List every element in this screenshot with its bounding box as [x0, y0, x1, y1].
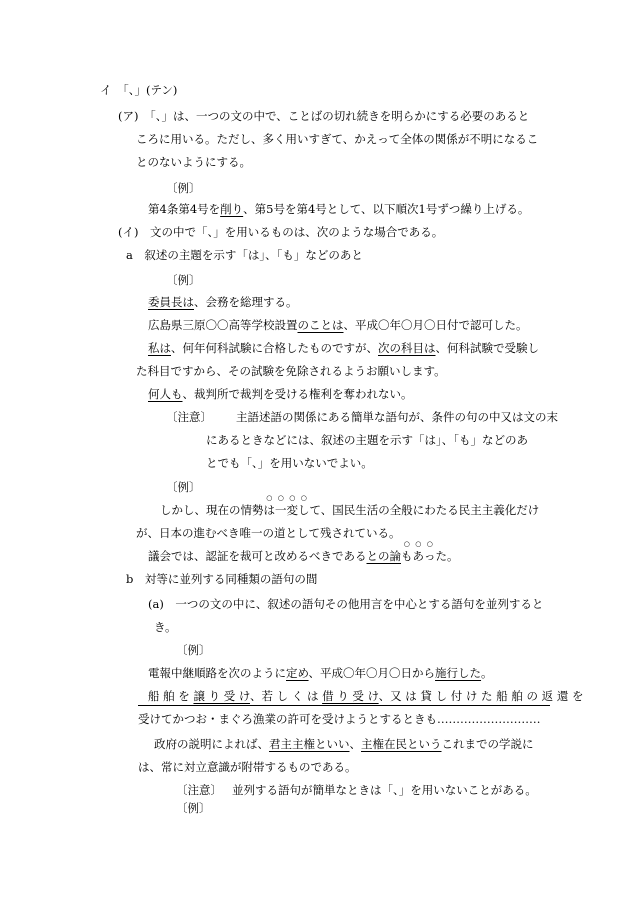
note-label: 〔注意〕 — [166, 410, 212, 424]
underlined-phrase: との論 — [366, 549, 401, 563]
example-sentence — [148, 688, 584, 704]
emphasis-char: ○ 一 — [275, 503, 287, 517]
text-run: これまでの学説に — [441, 737, 534, 751]
note-text: 並列する語句が簡単なときは「、」を用いないことがある。 — [232, 783, 537, 797]
example-sentence — [148, 317, 528, 333]
note-label: 〔注意〕 — [176, 783, 222, 797]
underlined-phrase: 定め — [286, 666, 309, 680]
text-run: 議会では、認証を裁可と改めるべきである — [148, 549, 367, 563]
text-run: 、若 し く は — [249, 689, 323, 703]
item-a-line-2: ころに用いる。ただし、多く用いすぎて、かえって全体の関係が不明になるこ — [136, 132, 539, 146]
emphasis-char: ○ っ — [424, 549, 436, 563]
text-run: 、第5号を第4号として、以下順次1号ずつ繰り上げる。 — [243, 202, 530, 216]
emphasis-char: ○ あ — [413, 549, 425, 563]
note-line-3: とでも「、」を用いないでよい。 — [206, 456, 373, 470]
text-run: しかし、現在の情勢 — [160, 503, 264, 517]
underlined-phrase: 主権在民という — [361, 737, 442, 751]
underlined-phrase: 私は — [148, 341, 171, 355]
text-run: て、国民生活の全般にわたる民主主義化だけ — [309, 503, 540, 517]
text-run: 、平成〇年〇月〇日付で認可した。 — [343, 318, 528, 332]
example-sentence — [148, 665, 493, 681]
emphasis-char: ○ も — [401, 549, 413, 563]
underlined-phrase: 借 り 受 け — [322, 689, 379, 703]
text-run: 。 — [481, 666, 493, 680]
underline-rule — [138, 705, 550, 706]
underlined-phrase: 施行した — [435, 666, 482, 680]
subsection-a-heading: a 叙述の主題を示す「は」、「も」などのあと — [126, 248, 363, 262]
text-run: 、何年何科試験に合格したものですが、 — [171, 341, 378, 355]
text-run: 、又 は 貸 し 付 け た 船 舶 の 返 還 を — [378, 689, 584, 703]
item-i-line: (イ) 文の中で「、」を用いるものは、次のような場合である。 — [118, 225, 444, 239]
example-sentence — [148, 340, 539, 356]
example-label: 〔例〕 — [176, 801, 211, 815]
text-run: 、会務を総理する。 — [194, 295, 298, 309]
example-sentence — [154, 736, 534, 752]
example-sentence — [148, 548, 459, 564]
emphasis-char: ○ し — [298, 503, 310, 517]
text-run: 、 — [349, 737, 361, 751]
sub-item-a-line-2: き。 — [154, 620, 177, 634]
note-line-2: にあるときなどには、叙述の主題を示す「は」、「も」などのあ — [206, 433, 528, 447]
subsection-b-heading: b 対等に並列する同種類の語句の間 — [126, 572, 318, 586]
emphasis-char: ○ は — [264, 503, 276, 517]
sub-item-a-line-1: (a) 一つの文の中に、叙述の語句その他用言を中心とする語句を並列すると — [148, 597, 544, 611]
example-label: 〔例〕 — [176, 643, 211, 657]
text-run: 、平成〇年〇月〇日から — [308, 666, 436, 680]
note-line-1: 主語述語の関係にある簡単な語句が、条件の句の中又は文の末 — [236, 410, 558, 424]
emphasis-char: ○ 変 — [287, 503, 299, 517]
underlined-phrase: のことは — [297, 318, 344, 332]
text-run: 、裁判所で裁判を受ける権利を奪われない。 — [182, 387, 413, 401]
example-sentence-cont: た科目ですから、その試験を免除されるようお願いします。 — [136, 364, 446, 378]
text-run: 政府の説明によれば、 — [154, 737, 269, 751]
example-label: 〔例〕 — [166, 480, 201, 494]
underlined-phrase: 削り — [220, 202, 244, 216]
section-heading-ten: イ 「、」(テン) — [100, 83, 178, 97]
underlined-phrase: 何人も — [148, 387, 183, 401]
example-sentence — [160, 502, 539, 518]
example-sentence — [148, 201, 529, 217]
example-label: 〔例〕 — [166, 181, 201, 195]
example-sentence-cont: は、常に対立意識が附帯するものである。 — [138, 760, 357, 774]
text-run: 第4条第4号を — [148, 202, 221, 216]
underlined-phrase: 次の科目は — [378, 341, 436, 355]
text-run: 船 舶 を — [148, 689, 194, 703]
underlined-phrase: 譲 り 受 け — [193, 689, 250, 703]
example-sentence — [148, 294, 298, 310]
text-run: た。 — [435, 549, 459, 563]
text-run: 、何科試験で受験し — [435, 341, 539, 355]
underlined-phrase: 委員長は — [148, 295, 194, 309]
item-a-line-1: (ア) 「、」は、一つの文の中で、ことばの切れ続きを明らかにする必要のあると — [118, 109, 530, 123]
example-label: 〔例〕 — [166, 273, 201, 287]
underlined-phrase: 君主主権といい — [269, 737, 350, 751]
example-sentence-cont: が、日本の進むべき唯一の道として残されている。 — [136, 526, 401, 540]
item-a-line-3: とのないようにする。 — [136, 155, 251, 169]
text-run: 電報中継順路を次のように — [148, 666, 286, 680]
example-sentence-cont: 受けてかつお・まぐろ漁業の許可を受けようとするときも……………………… — [138, 712, 541, 726]
example-sentence — [148, 386, 413, 402]
text-run: 広島県三原〇〇高等学校設置 — [148, 318, 298, 332]
